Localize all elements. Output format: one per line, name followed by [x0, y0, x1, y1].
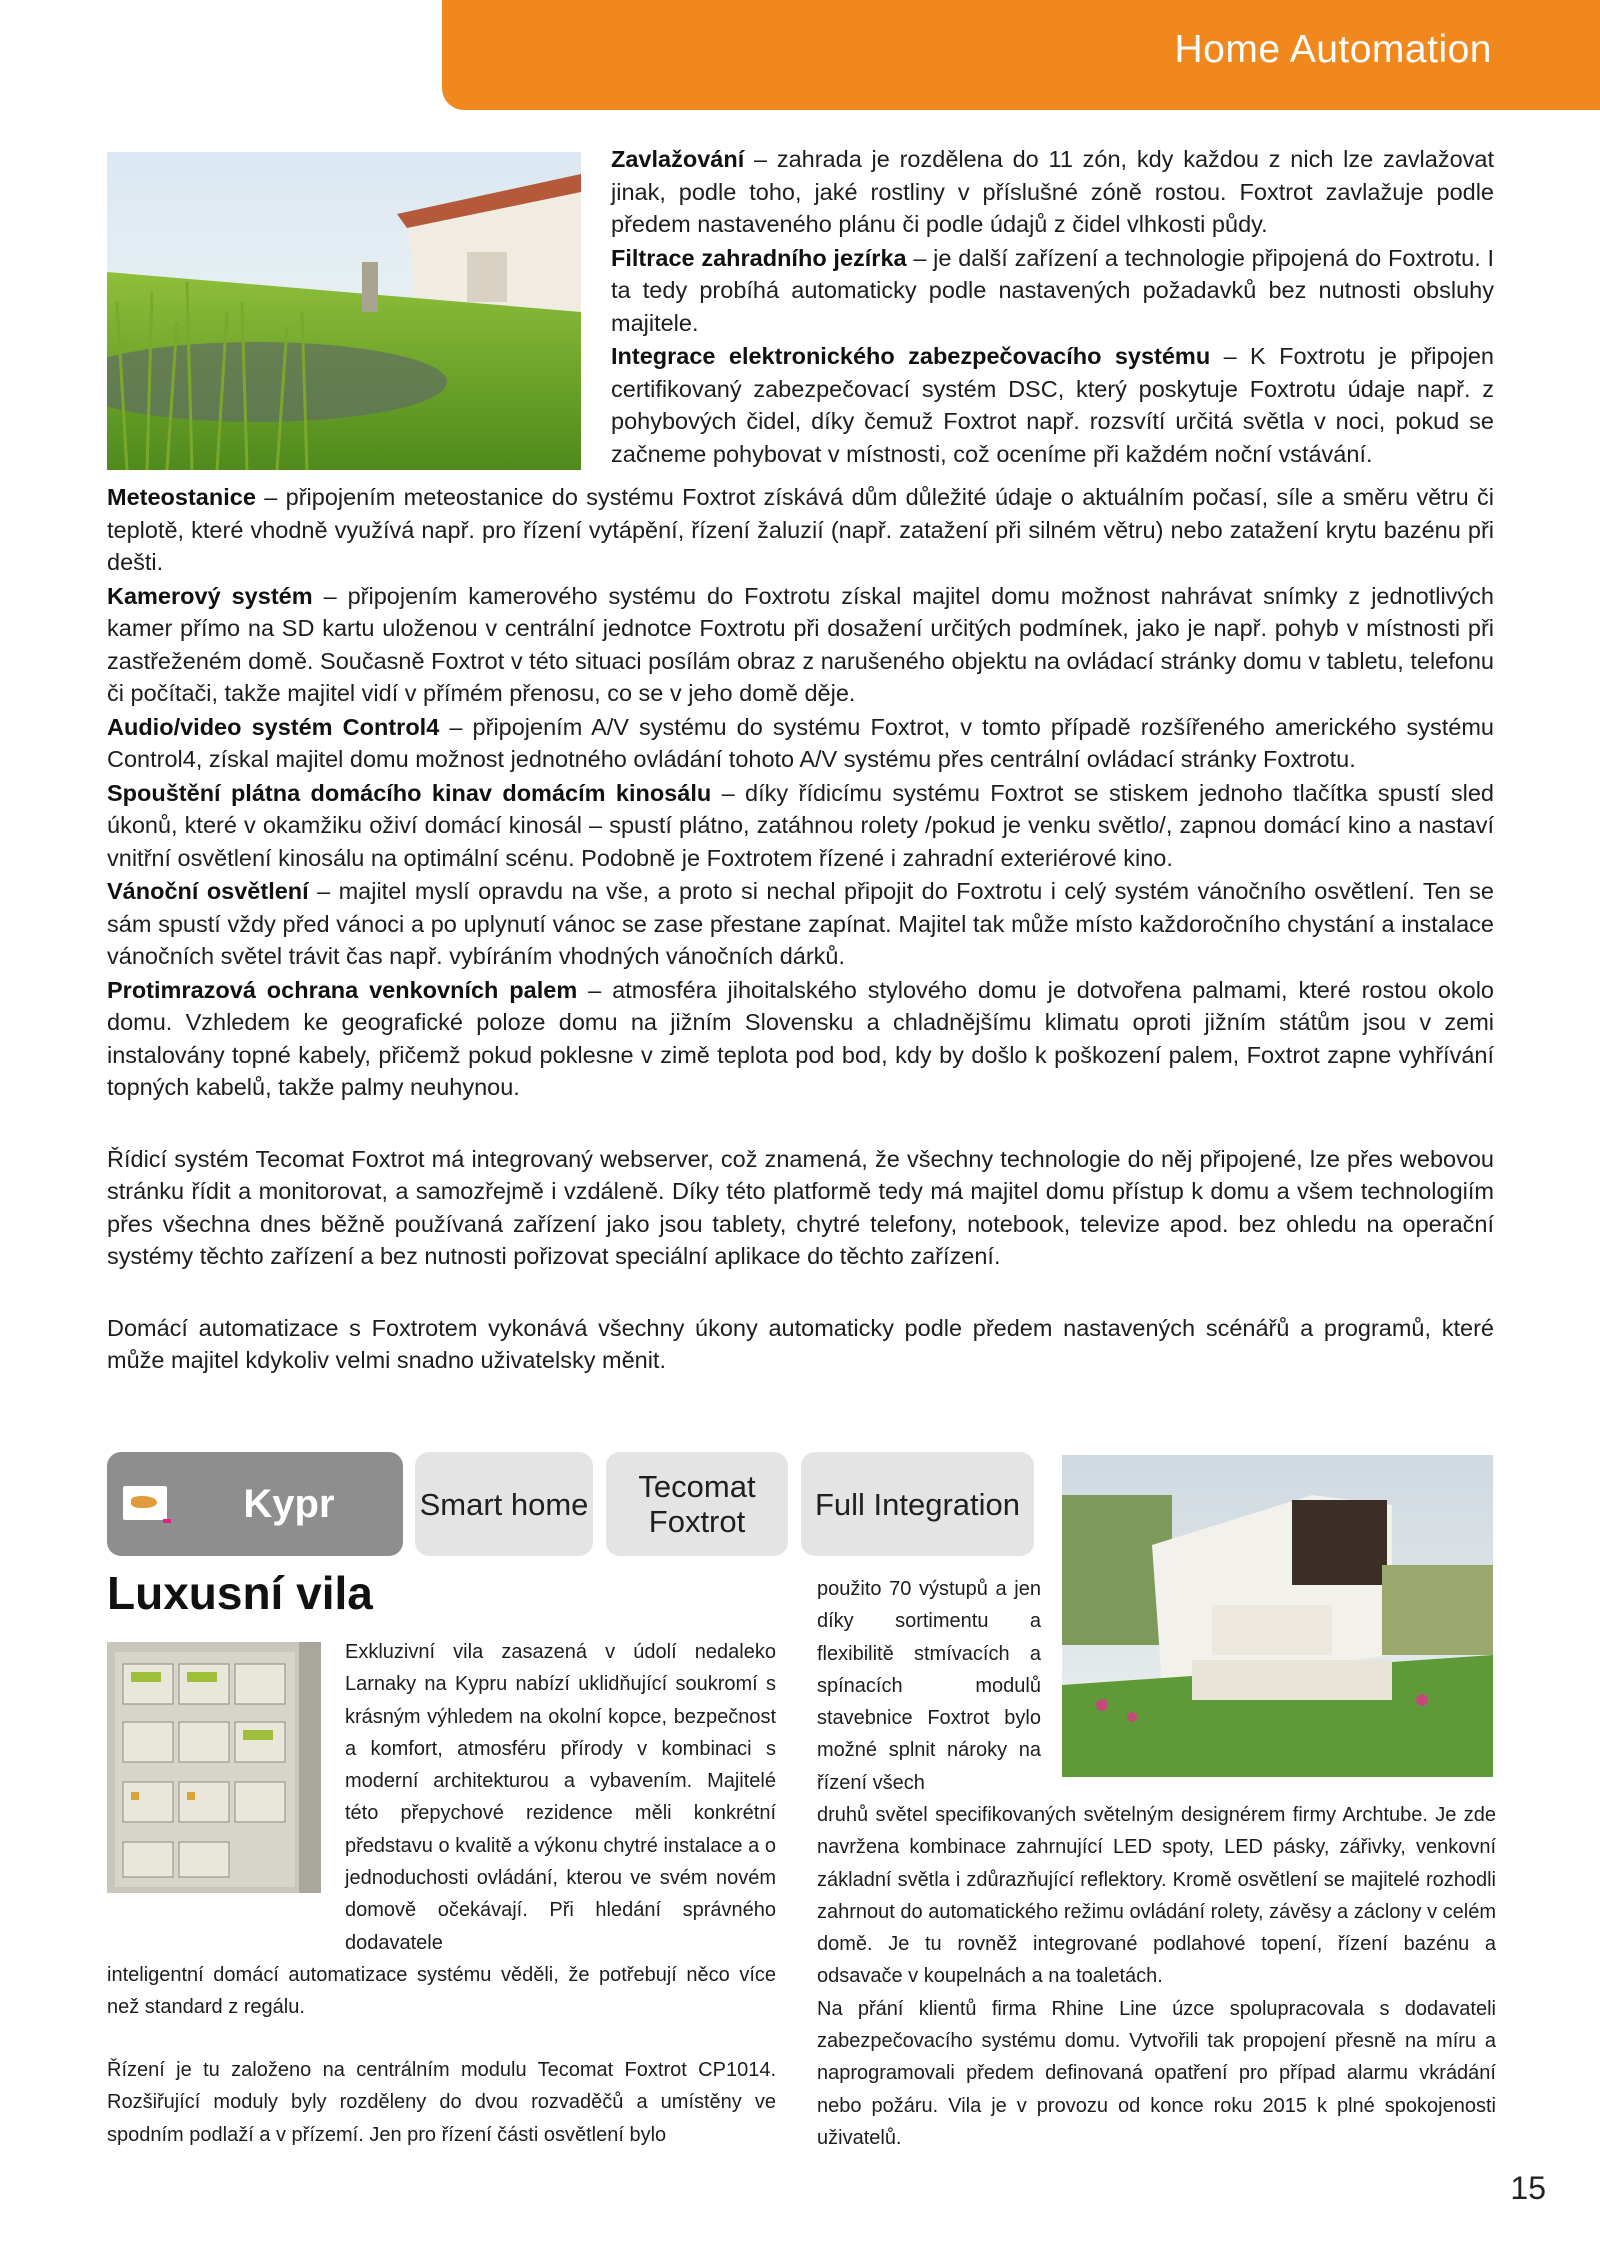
paragraph-home-cinema: [107, 777, 1494, 875]
header-banner: [442, 0, 1600, 110]
term-pond-filtration: Filtrace zahradního jezírka: [611, 244, 907, 271]
text-palm-frost-protection: – atmosféra jihoitalského stylového domu je dotvořena palmami, které rostou okolo domu. Vzhledem ke geografické poloze domu na jižním Slovensku a chladnějšímu klimatu oproti jižním státům jsou v zemi instalovány topné kabely, přičemž pokud poklesne v zimě teplota pod bod, kdy by došlo k poškození palem, Foxtrot zapne vyhřívání topných kabelů, takže palmy neuhynou.: [107, 976, 1494, 1100]
cyprus-flag-icon: [123, 1486, 167, 1520]
section-title: Home Automation: [1174, 28, 1492, 71]
tag-smart-home: Smart home: [415, 1452, 593, 1556]
text-christmas-lights: – majitel myslí opravdu na vše, a proto si nechal připojit do Foxtrotu i celý systém vánočního osvětlení. Ten se sám spustí vždy před vánoci a po uplynutí vánoc se zase přestane zapínat. Majitel tak může místo každoročního chystání a instalace vánočních světel trávit čas např. vybíráním vhodných vánočních dárků.: [107, 878, 1494, 969]
article-lighting: druhů světel specifikovaných světelným designérem firmy Archtube. Je zde navržena kombinace zahrnující LED spoty, LED pásky, zářivky, venkovní základní světla i zdůrazňující reflektory. Kromě osvětlení se majitelé rozhodli zahrnout do automatického režimu ovládání rolety, závěsy a záclony v celém domě. Je tu rovněž integrované podlahové topení, řízení bazénu a odsavače v koupelnách a na toaletách.: [817, 1804, 1496, 1988]
article-control-module: Řízení je tu založeno na centrálním modulu Tecomat Foxtrot CP1014. Rozšiřující moduly byly rozděleny do dvou rozvaděčů a umístěny ve spodním podlaží a v přízemí. Jen pro řízení části osvětlení bylo: [107, 2059, 776, 2146]
tag-full-integration: Full Integration: [801, 1452, 1034, 1556]
article-intro-continued: inteligentní domácí automatizace systému věděli, že potřebují něco více než standard z regálu.: [107, 1964, 776, 2019]
paragraph-christmas-lights: [107, 875, 1494, 973]
paragraph-av-system: [107, 711, 1494, 776]
article-outputs: použito 70 výstupů a jen díky sortimentu a flexibilitě stmívacích a spínacích modulů stavebnice Foxtrot bylo možné splnit nároky na řízení všech: [817, 1578, 1041, 1794]
article-security: Na přání klientů firma Rhine Line úzce spolupracovala s dodavateli zabezpečovacího systému domu. Vytvořili tak propojení přesně na míru a naprogramovali předem definovaná opatření pro případ alarmu vkrádání nebo požáru. Vila je v provozu od konce roku 2015 k plné spokojenosti uživatelů.: [817, 1997, 1496, 2149]
term-security-integration: Integrace elektronického zabezpečovacího systému: [611, 343, 1211, 369]
villa-photo: [1062, 1455, 1493, 1777]
term-weather-station: Meteostanice: [107, 484, 256, 510]
term-av-system: Audio/video systém Control4: [107, 713, 440, 740]
text-av-system: – připojením A/V systému do systému Foxtrot, v tomto případě rozšířeného amerického systému Control4, získal majitel domu možnost jednotného ovládání tohoto A/V systému přes centrální ovládací stránky Foxtrotu.: [107, 713, 1494, 772]
paragraph-camera-system: [107, 580, 1494, 710]
garden-pond-photo: [107, 152, 581, 470]
paragraph-irrigation: [611, 143, 1494, 241]
country-label: Kypr: [243, 1481, 335, 1526]
term-home-cinema: Spouštění plátna domácího kinav domácím kinosálu: [107, 779, 712, 806]
text-pond-filtration: – je další zařízení a technologie připojená do Foxtrotu. I ta tedy probíhá automaticky podle nastavených požadavků bez nutnosti obsluhy majitele.: [611, 244, 1494, 336]
paragraph-security-integration: [611, 340, 1494, 470]
tag-tecomat-foxtrot: Tecomat Foxtrot: [606, 1452, 788, 1556]
term-palm-frost-protection: Protimrazová ochrana venkovních palem: [107, 976, 578, 1003]
text-irrigation: – zahrada je rozdělena do 11 zón, kdy každou z nich lze zavlažovat jinak, podle toho, jaké rostliny v příslušné zóně rostou. Foxtrot zavlažuje podle předem nastaveného plánu či podle údajů z čidel vlhkosti půdy.: [611, 146, 1494, 237]
paragraph-weather-station: [107, 481, 1494, 579]
term-camera-system: Kamerový systém: [107, 582, 313, 609]
article-right-column: [817, 1799, 1496, 2154]
main-text-block: [107, 481, 1494, 1378]
paragraph-palm-frost-protection: [107, 974, 1494, 1104]
country-tag: [107, 1452, 403, 1556]
term-christmas-lights: Vánoční osvětlení: [107, 878, 309, 904]
text-home-cinema: – díky řídicímu systému Foxtrot se stiskem jednoho tlačítka spustí sled úkonů, které v okamžiku oživí domácí kinosál – spustí plátno, zatáhnou rolety /pokud je venku světlo/, zapnou domácí kino a nastaví vnitřní osvětlení kinosálu na optimální scénu. Podobně je Foxtrotem řízené i zahradní exteriérové kino.: [107, 779, 1494, 871]
article-title: Luxusní vila: [107, 1567, 373, 1619]
control-panel-photo: [107, 1642, 321, 1893]
text-camera-system: – připojením kamerového systému do Foxtrotu získal majitel domu možnost nahrávat snímky z jednotlivých kamer přímo na SD kartu uloženou v centrální jednotce Foxtrotu při dosažení určitých podmínek, jako je např. pohyb v místnosti při zastřeženém domě. Současně Foxtrot v této situaci posílám obraz z narušeného objektu na ovládací stránky domu v tabletu, telefonu či počítači, takže majitel vidí v přímém přenosu, co se v jeho domě děje.: [107, 582, 1494, 706]
term-irrigation: Zavlažování: [611, 146, 745, 172]
paragraph-automation-summary: Domácí automatizace s Foxtrotem vykonává všechny úkony automaticky podle předem nastavených scénářů a programů, které může majitel kdykoliv velmi snadno uživatelsky měnit.: [107, 1314, 1494, 1373]
article-intro: Exkluzivní vila zasazená v údolí nedaleko Larnaky na Kypru nabízí uklidňující soukromí s krásným výhledem na okolní kopce, bezpečnost a komfort, atmosféru přírody v kombinaci s moderní architekturou a vybavením. Majitelé této přepychové rezidence měli konkrétní představu o kvalitě a výkonu chytré instalace a o jednoduchosti ovládání, kterou ve svém novém domově očekávají. Při hledání správného dodavatele: [345, 1641, 776, 1954]
text-weather-station: – připojením meteostanice do systému Foxtrot získává dům důležité údaje o aktuálním počasí, síle a směru větru či teplotě, které vhodně využívá např. pro řízení vytápění, řízení žaluzií (např. zatažení při silném větru) nebo zatažení krytu bazénu při dešti.: [107, 484, 1494, 575]
paragraph-pond-filtration: [611, 242, 1494, 340]
paragraph-webserver: Řídicí systém Tecomat Foxtrot má integrovaný webserver, což znamená, že všechny technologie do něj připojené, lze přes webovou stránku řídit a monitorovat, a samozřejmě i vzdáleně. Díky této platformě tedy má majitel domu přístup k domu a všem technologiím přes všechna dnes běžně používaná zařízení jako jsou tablety, chytré telefony, notebook, televize apod. bez ohledu na operační systémy těchto zařízení a bez nutnosti pořizovat speciální aplikace do těchto zařízení.: [107, 1145, 1494, 1269]
text-security-integration: – K Foxtrotu je připojen certifikovaný zabezpečovací systém DSC, který poskytuje Foxtrotu údaje např. z pohybových čidel, díky čemuž Foxtrot např. rozsvítí určitá světla v noci, pokud se začneme pohybovat v místnosti, což oceníme při každém noční vstávání.: [611, 343, 1494, 467]
top-text-block: [611, 143, 1494, 471]
page-number: 15: [1510, 2170, 1546, 2206]
